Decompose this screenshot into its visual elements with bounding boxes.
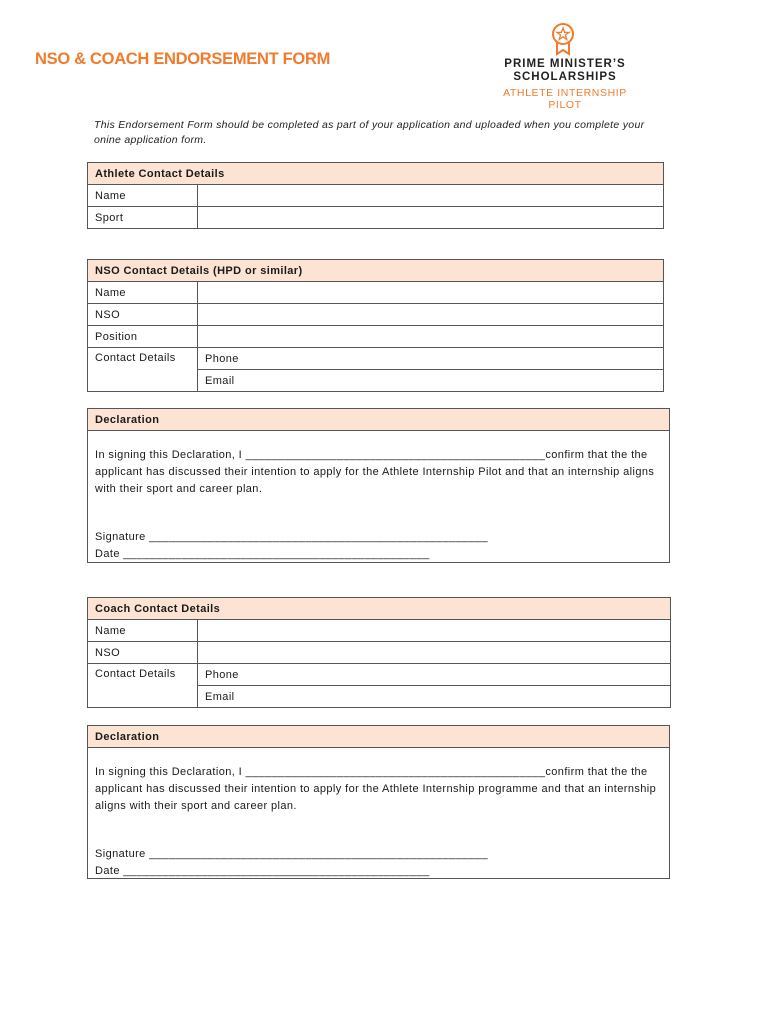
nso-nso-label: NSO [88,304,198,326]
nso-contact-table [87,259,664,392]
nso-name-field[interactable] [198,282,664,304]
medal-icon [550,22,576,56]
nso-name-label: Name [88,282,198,304]
coach-section-heading: Coach Contact Details [88,598,671,620]
nso-contact-label: Contact Details [88,348,198,392]
coach-date-line[interactable]: Date _______________________________________________ [95,865,430,877]
coach-email-field[interactable]: Email [198,686,671,708]
nso-date-line[interactable]: Date _______________________________________________ [95,548,430,560]
intro-text: This Endorsement Form should be completed as part of your application and uploaded when you complete your onine application form. [94,119,645,146]
nso-section-heading: NSO Contact Details (HPD or similar) [88,260,664,282]
logo-subtitle-2: PILOT [548,99,582,111]
nso-nso-field[interactable] [198,304,664,326]
logo-subtitle-1: ATHLETE INTERNSHIP [503,87,627,99]
nso-signature-line[interactable]: Signature ____________________________________________________ [95,531,489,543]
athlete-sport-label: Sport [88,207,198,229]
coach-nso-label: NSO [88,642,198,664]
coach-declaration-heading: Declaration [88,726,669,748]
nso-email-field[interactable]: Email [198,370,664,392]
form-title: NSO & COACH ENDORSEMENT FORM [35,50,331,68]
coach-signature-line[interactable]: Signature ____________________________________________________ [95,848,489,860]
nso-declaration-text: In signing this Declaration, I ______________________________________________confirm that the the applicant has discussed their intention to apply for the Athlete Internship Pilot and that an internship aligns with their sport and career plan. [95,449,655,495]
coach-contact-label: Contact Details [88,664,198,708]
athlete-section-heading: Athlete Contact Details [88,163,664,185]
athlete-contact-table [87,162,664,229]
athlete-sport-field[interactable] [198,207,664,229]
nso-declaration-heading: Declaration [88,409,669,431]
coach-phone-field[interactable]: Phone [198,664,671,686]
athlete-name-field[interactable] [198,185,664,207]
nso-phone-field[interactable]: Phone [198,348,664,370]
logo-line-2: SCHOLARSHIPS [513,71,617,83]
coach-nso-field[interactable] [198,642,671,664]
nso-declaration-box [87,408,670,563]
coach-declaration-box [87,725,670,879]
nso-position-label: Position [88,326,198,348]
coach-name-label: Name [88,620,198,642]
athlete-name-label: Name [88,185,198,207]
nso-position-field[interactable] [198,326,664,348]
coach-declaration-text: In signing this Declaration, I ______________________________________________confirm that the the applicant has discussed their intention to apply for the Athlete Internship programme and that an internship aligns with their sport and career plan. [95,766,657,812]
coach-contact-table [87,597,671,708]
logo-line-1: PRIME MINISTER’S [504,58,626,70]
coach-name-field[interactable] [198,620,671,642]
